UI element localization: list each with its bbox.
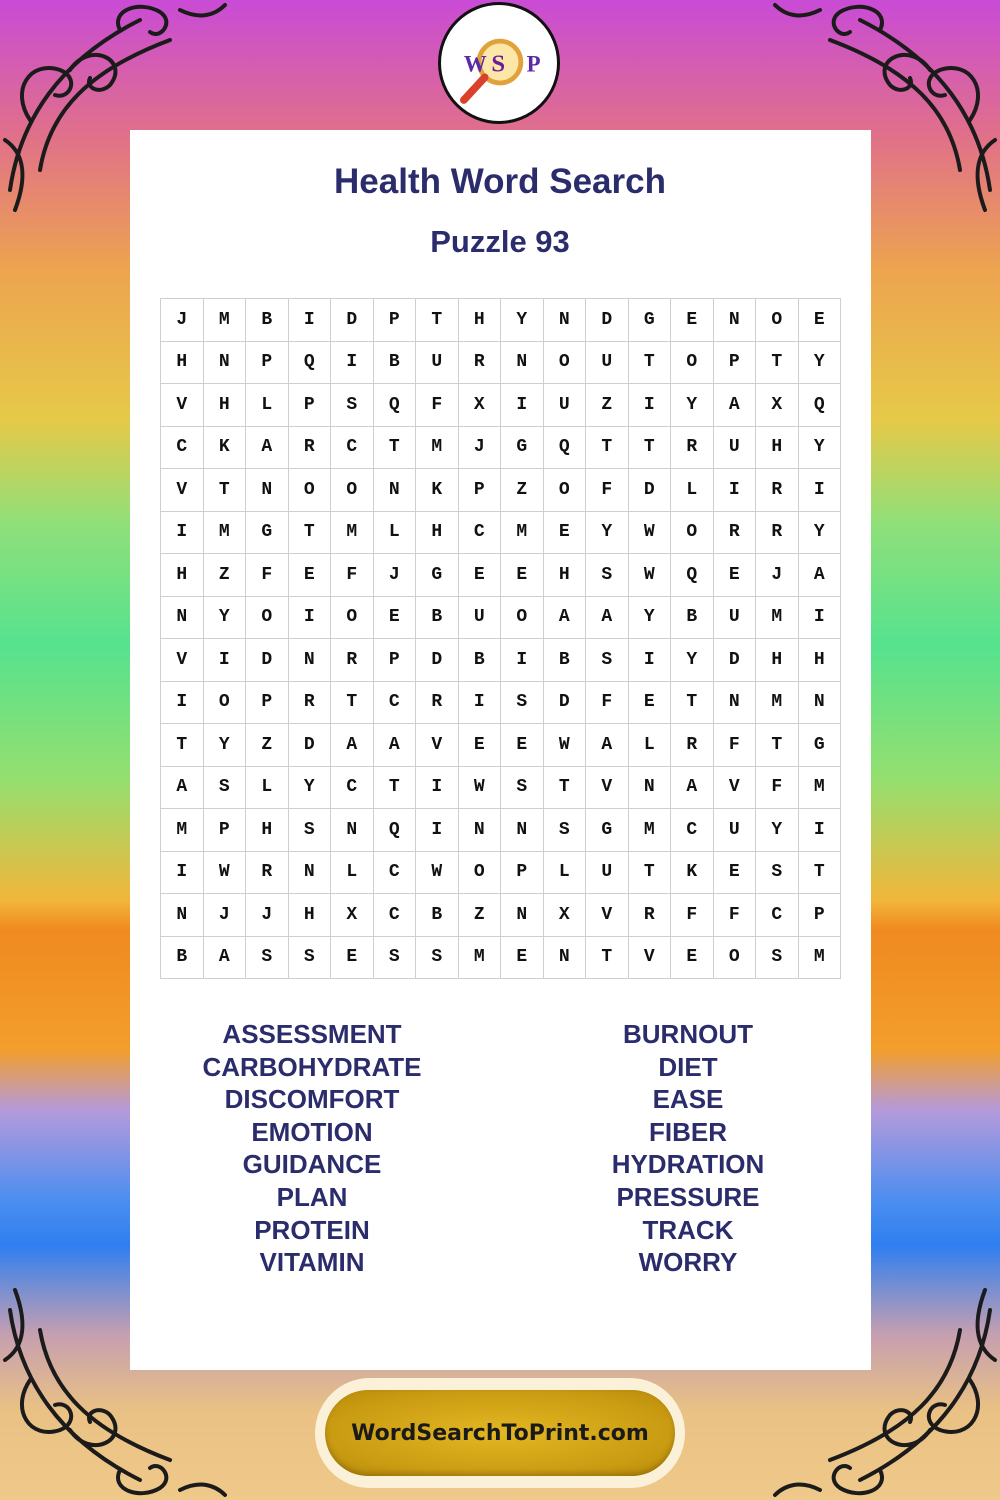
grid-cell[interactable]: C — [671, 809, 714, 852]
grid-cell[interactable]: W — [459, 767, 502, 810]
grid-cell[interactable]: B — [416, 597, 459, 640]
word-list-item: PLAN — [276, 1181, 348, 1212]
grid-cell[interactable]: C — [331, 767, 374, 810]
grid-cell[interactable]: Z — [501, 469, 544, 512]
grid-cell[interactable]: X — [459, 384, 502, 427]
grid-cell[interactable]: F — [714, 894, 757, 937]
grid-cell[interactable]: N — [501, 809, 544, 852]
grid-cell[interactable]: S — [374, 937, 417, 980]
grid-cell[interactable]: O — [671, 342, 714, 385]
word-list-item: EASE — [652, 1084, 724, 1115]
grid-cell[interactable]: M — [799, 767, 842, 810]
grid-cell[interactable]: F — [756, 767, 799, 810]
grid-cell[interactable]: S — [246, 937, 289, 980]
grid-cell[interactable]: W — [544, 724, 587, 767]
word-list-item: DISCOMFORT — [224, 1084, 400, 1115]
grid-cell[interactable]: I — [289, 299, 332, 342]
grid-cell[interactable]: G — [799, 724, 842, 767]
grid-cell[interactable]: I — [799, 809, 842, 852]
grid-cell[interactable]: Y — [204, 724, 247, 767]
grid-cell[interactable]: D — [331, 299, 374, 342]
word-list-item: VITAMIN — [259, 1247, 365, 1278]
grid-cell[interactable]: C — [756, 894, 799, 937]
grid-cell[interactable]: C — [374, 894, 417, 937]
grid-cell[interactable]: L — [544, 852, 587, 895]
word-list-item: CARBOHYDRATE — [202, 1051, 422, 1082]
grid-cell[interactable]: S — [289, 937, 332, 980]
word-list-item: GUIDANCE — [242, 1149, 382, 1180]
grid-cell[interactable]: I — [501, 639, 544, 682]
grid-cell[interactable]: P — [246, 342, 289, 385]
grid-cell[interactable]: E — [331, 937, 374, 980]
grid-cell[interactable]: Y — [629, 597, 672, 640]
grid-cell[interactable]: O — [331, 469, 374, 512]
grid-cell[interactable]: F — [586, 682, 629, 725]
grid-cell[interactable]: F — [416, 384, 459, 427]
grid-cell[interactable]: Q — [671, 554, 714, 597]
grid-cell[interactable]: S — [544, 809, 587, 852]
grid-cell[interactable]: N — [289, 852, 332, 895]
grid-cell[interactable]: R — [246, 852, 289, 895]
grid-cell[interactable]: B — [544, 639, 587, 682]
grid-cell[interactable]: H — [756, 427, 799, 470]
grid-cell[interactable]: N — [459, 809, 502, 852]
grid-cell[interactable]: L — [374, 512, 417, 555]
grid-cell[interactable]: W — [629, 512, 672, 555]
grid-cell[interactable]: T — [586, 937, 629, 980]
grid-cell[interactable]: E — [459, 554, 502, 597]
grid-cell[interactable]: L — [629, 724, 672, 767]
grid-cell[interactable]: A — [544, 597, 587, 640]
grid-cell[interactable]: C — [374, 852, 417, 895]
grid-cell[interactable]: R — [459, 342, 502, 385]
site-logo[interactable] — [438, 2, 560, 124]
grid-cell[interactable]: R — [629, 894, 672, 937]
grid-cell[interactable]: O — [714, 937, 757, 980]
grid-cell[interactable]: I — [799, 469, 842, 512]
grid-cell[interactable]: R — [671, 427, 714, 470]
grid-cell[interactable]: Y — [671, 384, 714, 427]
grid-cell[interactable]: Q — [544, 427, 587, 470]
grid-cell[interactable]: M — [161, 809, 204, 852]
grid-cell[interactable]: R — [671, 724, 714, 767]
grid-cell[interactable]: I — [416, 767, 459, 810]
grid-cell[interactable]: N — [714, 299, 757, 342]
grid-cell[interactable]: E — [459, 724, 502, 767]
grid-cell[interactable]: O — [331, 597, 374, 640]
grid-cell[interactable]: I — [204, 639, 247, 682]
grid-cell[interactable]: N — [501, 894, 544, 937]
grid-cell[interactable]: H — [799, 639, 842, 682]
grid-cell[interactable]: J — [756, 554, 799, 597]
grid-cell[interactable]: S — [501, 682, 544, 725]
word-list-item: DIET — [658, 1051, 718, 1082]
grid-cell[interactable]: A — [161, 767, 204, 810]
grid-cell[interactable]: T — [671, 682, 714, 725]
grid-cell[interactable]: B — [416, 894, 459, 937]
grid-cell[interactable]: E — [501, 937, 544, 980]
grid-cell[interactable]: M — [501, 512, 544, 555]
grid-cell[interactable]: I — [629, 384, 672, 427]
grid-cell[interactable]: Z — [246, 724, 289, 767]
grid-cell[interactable]: Y — [586, 512, 629, 555]
page-title: Health Word Search — [334, 162, 666, 201]
grid-cell[interactable]: U — [416, 342, 459, 385]
grid-cell[interactable]: U — [586, 342, 629, 385]
word-list-item: PROTEIN — [254, 1214, 370, 1245]
grid-cell[interactable]: M — [459, 937, 502, 980]
grid-cell[interactable]: S — [289, 809, 332, 852]
grid-cell[interactable]: G — [629, 299, 672, 342]
grid-cell[interactable]: S — [586, 639, 629, 682]
grid-cell[interactable]: O — [544, 342, 587, 385]
grid-cell[interactable]: V — [161, 639, 204, 682]
grid-cell[interactable]: R — [331, 639, 374, 682]
grid-cell[interactable]: Q — [374, 384, 417, 427]
grid-cell[interactable]: E — [671, 937, 714, 980]
grid-cell[interactable]: D — [714, 639, 757, 682]
grid-cell[interactable]: N — [246, 469, 289, 512]
grid-cell[interactable]: O — [671, 512, 714, 555]
grid-cell[interactable]: R — [756, 512, 799, 555]
grid-cell[interactable]: D — [246, 639, 289, 682]
grid-cell[interactable]: P — [204, 809, 247, 852]
grid-cell[interactable]: P — [501, 852, 544, 895]
grid-cell[interactable]: P — [289, 384, 332, 427]
grid-cell[interactable]: H — [161, 554, 204, 597]
grid-cell[interactable]: S — [756, 852, 799, 895]
grid-cell[interactable]: K — [671, 852, 714, 895]
grid-cell[interactable]: P — [714, 342, 757, 385]
grid-cell[interactable]: H — [204, 384, 247, 427]
puzzle-number: Puzzle 93 — [430, 224, 570, 259]
grid-cell[interactable]: R — [289, 427, 332, 470]
grid-cell[interactable]: Z — [459, 894, 502, 937]
grid-cell[interactable]: B — [246, 299, 289, 342]
grid-cell[interactable]: T — [586, 427, 629, 470]
website-button-inner[interactable] — [325, 1390, 675, 1476]
word-list-item: BURNOUT — [623, 1019, 753, 1049]
grid-cell[interactable]: G — [246, 512, 289, 555]
grid-cell[interactable]: H — [289, 894, 332, 937]
website-button[interactable] — [315, 1378, 685, 1488]
word-list-item: TRACK — [642, 1214, 734, 1245]
grid-cell[interactable]: N — [331, 809, 374, 852]
grid-cell[interactable]: S — [204, 767, 247, 810]
grid-cell[interactable]: C — [459, 512, 502, 555]
grid-cell[interactable]: O — [544, 469, 587, 512]
grid-cell[interactable]: Y — [671, 639, 714, 682]
grid-cell[interactable]: T — [331, 682, 374, 725]
grid-cell[interactable]: J — [204, 894, 247, 937]
grid-cell[interactable]: E — [799, 299, 842, 342]
grid-cell[interactable]: T — [416, 299, 459, 342]
grid-cell[interactable]: C — [374, 682, 417, 725]
grid-cell[interactable]: D — [289, 724, 332, 767]
grid-cell[interactable]: R — [416, 682, 459, 725]
grid-cell[interactable]: W — [629, 554, 672, 597]
grid-cell[interactable]: U — [714, 427, 757, 470]
grid-cell[interactable]: T — [799, 852, 842, 895]
grid-cell[interactable]: W — [204, 852, 247, 895]
grid-cell[interactable]: V — [416, 724, 459, 767]
grid-cell[interactable]: R — [756, 469, 799, 512]
grid-cell[interactable]: O — [459, 852, 502, 895]
grid-cell[interactable]: T — [289, 512, 332, 555]
grid-cell[interactable]: F — [246, 554, 289, 597]
grid-cell[interactable]: T — [374, 767, 417, 810]
grid-cell[interactable]: V — [586, 894, 629, 937]
grid-cell[interactable]: I — [416, 809, 459, 852]
grid-cell[interactable]: P — [246, 682, 289, 725]
grid-cell[interactable]: O — [204, 682, 247, 725]
grid-cell[interactable]: D — [629, 469, 672, 512]
word-list-item: PRESSURE — [616, 1181, 760, 1212]
grid-cell[interactable]: M — [416, 427, 459, 470]
grid-cell[interactable]: A — [204, 937, 247, 980]
grid-cell[interactable]: J — [459, 427, 502, 470]
word-list-item: WORRY — [638, 1247, 738, 1278]
grid-cell[interactable]: P — [374, 299, 417, 342]
grid-cell[interactable]: X — [331, 894, 374, 937]
grid-cell[interactable]: A — [374, 724, 417, 767]
grid-cell[interactable]: D — [544, 682, 587, 725]
word-list-item: ASSESSMENT — [222, 1019, 402, 1049]
grid-cell[interactable]: P — [799, 894, 842, 937]
grid-cell[interactable]: F — [671, 894, 714, 937]
grid-cell[interactable]: P — [374, 639, 417, 682]
grid-cell[interactable]: P — [459, 469, 502, 512]
grid-cell[interactable]: Y — [799, 342, 842, 385]
grid-cell[interactable]: N — [289, 639, 332, 682]
grid-cell[interactable]: V — [714, 767, 757, 810]
grid-cell[interactable]: L — [671, 469, 714, 512]
grid-cell[interactable]: A — [671, 767, 714, 810]
grid-cell[interactable]: J — [161, 299, 204, 342]
grid-cell[interactable]: M — [756, 597, 799, 640]
grid-cell[interactable]: E — [714, 554, 757, 597]
grid-cell[interactable]: T — [161, 724, 204, 767]
word-list-item: EMOTION — [251, 1116, 373, 1147]
grid-cell[interactable]: T — [204, 469, 247, 512]
grid-cell[interactable]: W — [416, 852, 459, 895]
grid-cell[interactable]: N — [374, 469, 417, 512]
grid-cell[interactable]: E — [544, 512, 587, 555]
grid-cell[interactable]: Q — [289, 342, 332, 385]
grid-cell[interactable]: A — [246, 427, 289, 470]
grid-cell[interactable]: I — [161, 682, 204, 725]
grid-cell[interactable]: I — [161, 852, 204, 895]
grid-cell[interactable]: Y — [204, 597, 247, 640]
grid-cell[interactable]: Z — [204, 554, 247, 597]
grid-cell[interactable]: I — [629, 639, 672, 682]
grid-cell[interactable]: O — [501, 597, 544, 640]
grid-cell[interactable]: V — [629, 937, 672, 980]
grid-cell[interactable]: S — [586, 554, 629, 597]
grid-cell[interactable]: Y — [501, 299, 544, 342]
grid-cell[interactable]: N — [161, 894, 204, 937]
grid-cell[interactable]: F — [331, 554, 374, 597]
grid-cell[interactable]: T — [629, 852, 672, 895]
grid-cell[interactable]: L — [246, 767, 289, 810]
grid-cell[interactable]: T — [756, 724, 799, 767]
grid-cell[interactable]: F — [714, 724, 757, 767]
grid-cell[interactable]: A — [714, 384, 757, 427]
grid-cell[interactable]: A — [331, 724, 374, 767]
logo-letter-p: P — [526, 51, 541, 77]
grid-cell[interactable]: U — [459, 597, 502, 640]
grid-cell[interactable]: M — [799, 937, 842, 980]
grid-cell[interactable]: X — [544, 894, 587, 937]
grid-cell[interactable]: H — [161, 342, 204, 385]
grid-cell[interactable]: C — [161, 427, 204, 470]
grid-cell[interactable]: N — [204, 342, 247, 385]
grid-cell[interactable]: B — [459, 639, 502, 682]
grid-cell[interactable]: F — [586, 469, 629, 512]
grid-cell[interactable]: M — [629, 809, 672, 852]
grid-cell[interactable]: Y — [799, 512, 842, 555]
grid-cell[interactable]: V — [161, 469, 204, 512]
grid-cell[interactable]: E — [374, 597, 417, 640]
grid-cell[interactable]: J — [374, 554, 417, 597]
grid-cell[interactable]: N — [544, 299, 587, 342]
grid-cell[interactable]: D — [416, 639, 459, 682]
logo-letter-w: W — [463, 51, 487, 77]
grid-cell[interactable]: R — [289, 682, 332, 725]
grid-cell[interactable]: K — [204, 427, 247, 470]
grid-cell[interactable]: M — [756, 682, 799, 725]
grid-cell[interactable]: H — [246, 809, 289, 852]
grid-cell[interactable]: E — [289, 554, 332, 597]
grid-cell[interactable]: I — [289, 597, 332, 640]
grid-cell[interactable]: N — [629, 767, 672, 810]
grid-cell[interactable]: G — [416, 554, 459, 597]
grid-cell[interactable]: X — [756, 384, 799, 427]
grid-cell[interactable]: G — [586, 809, 629, 852]
grid-cell[interactable]: V — [586, 767, 629, 810]
grid-cell[interactable]: D — [586, 299, 629, 342]
grid-cell[interactable]: N — [799, 682, 842, 725]
grid-cell[interactable]: T — [374, 427, 417, 470]
grid-cell[interactable]: Z — [586, 384, 629, 427]
grid-cell[interactable]: N — [161, 597, 204, 640]
website-link[interactable]: WordSearchToPrint.com — [351, 1420, 649, 1446]
grid-cell[interactable]: O — [289, 469, 332, 512]
grid-cell[interactable]: U — [544, 384, 587, 427]
grid-cell[interactable]: I — [714, 469, 757, 512]
grid-cell[interactable]: G — [501, 427, 544, 470]
grid-cell[interactable]: L — [246, 384, 289, 427]
grid-cell[interactable]: M — [331, 512, 374, 555]
grid-cell[interactable]: A — [586, 724, 629, 767]
grid-cell[interactable]: R — [714, 512, 757, 555]
grid-cell[interactable]: M — [204, 512, 247, 555]
grid-cell[interactable]: I — [161, 512, 204, 555]
grid-cell[interactable]: E — [501, 554, 544, 597]
grid-cell[interactable]: J — [246, 894, 289, 937]
grid-cell[interactable]: S — [331, 384, 374, 427]
grid-cell[interactable]: N — [544, 937, 587, 980]
letter-grid — [160, 298, 841, 979]
grid-cell[interactable]: V — [161, 384, 204, 427]
grid-cell[interactable]: L — [331, 852, 374, 895]
grid-cell[interactable]: O — [756, 299, 799, 342]
grid-cell[interactable]: I — [331, 342, 374, 385]
word-list-right — [538, 1018, 838, 1279]
grid-cell[interactable]: T — [629, 427, 672, 470]
word-list-left — [162, 1018, 462, 1279]
grid-cell[interactable]: U — [714, 809, 757, 852]
grid-cell[interactable]: Y — [756, 809, 799, 852]
grid-cell[interactable]: U — [714, 597, 757, 640]
grid-cell[interactable]: H — [416, 512, 459, 555]
grid-cell[interactable]: B — [671, 597, 714, 640]
grid-cell[interactable]: A — [586, 597, 629, 640]
magnifier-icon — [464, 77, 485, 100]
grid-cell[interactable]: S — [416, 937, 459, 980]
word-list-item: HYDRATION — [611, 1149, 765, 1180]
grid-cell[interactable]: H — [459, 299, 502, 342]
grid-cell[interactable]: C — [331, 427, 374, 470]
grid-cell[interactable]: Q — [374, 809, 417, 852]
grid-cell[interactable]: H — [756, 639, 799, 682]
grid-cell[interactable]: I — [799, 597, 842, 640]
grid-cell[interactable]: S — [756, 937, 799, 980]
grid-cell[interactable]: I — [501, 384, 544, 427]
grid-cell[interactable]: T — [629, 342, 672, 385]
grid-cell[interactable]: Y — [799, 427, 842, 470]
grid-cell[interactable]: T — [756, 342, 799, 385]
grid-cell[interactable]: E — [629, 682, 672, 725]
grid-cell[interactable]: A — [799, 554, 842, 597]
grid-cell[interactable]: B — [374, 342, 417, 385]
grid-cell[interactable]: E — [671, 299, 714, 342]
grid-cell[interactable]: B — [161, 937, 204, 980]
grid-cell[interactable]: I — [459, 682, 502, 725]
grid-cell[interactable]: Q — [799, 384, 842, 427]
grid-cell[interactable]: O — [246, 597, 289, 640]
grid-cell[interactable]: U — [586, 852, 629, 895]
grid-cell[interactable]: E — [714, 852, 757, 895]
grid-cell[interactable]: N — [714, 682, 757, 725]
word-list-item: FIBER — [649, 1116, 727, 1147]
logo-letter-s: S — [491, 50, 506, 78]
grid-cell[interactable]: K — [416, 469, 459, 512]
grid-cell[interactable]: E — [501, 724, 544, 767]
grid-cell[interactable]: Y — [289, 767, 332, 810]
grid-cell[interactable]: M — [204, 299, 247, 342]
grid-cell[interactable]: N — [501, 342, 544, 385]
grid-cell[interactable]: T — [544, 767, 587, 810]
grid-cell[interactable]: H — [544, 554, 587, 597]
grid-cell[interactable]: S — [501, 767, 544, 810]
